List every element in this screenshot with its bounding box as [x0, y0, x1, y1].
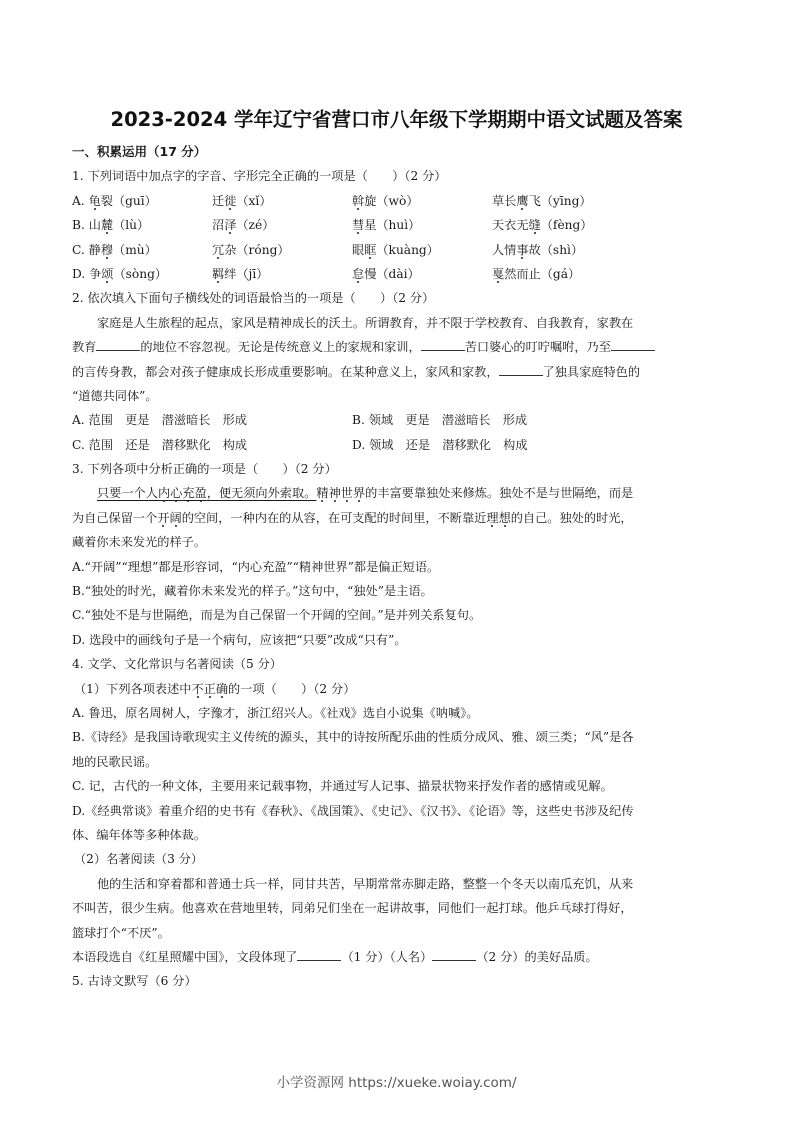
fill-blank [432, 948, 476, 961]
q1-options [72, 189, 722, 287]
q1-option-row [72, 213, 722, 237]
fill-blank [421, 338, 465, 351]
word-item: 眼眶（kuàng） [352, 242, 439, 257]
option-d: D.《经典常谈》着重介绍的史书有《春秋》、《战国策》、《史记》、《汉书》、《论语》等，这些史书涉及纪传 [72, 803, 634, 818]
q4-sub1-stem: （1）下列各项表述中不正确的一项（ ）（2 分） [74, 681, 356, 696]
word-item: A. 龟裂（guī） [72, 193, 157, 208]
word-item: 羁绊（jī） [212, 266, 269, 281]
q4-sub2-passage-line: 不叫苦，很少生病。他喜欢在营地里转，同弟兄们坐在一起讲故事，同他们一起打球。他乒乓球打得好， [72, 901, 633, 916]
q4-sub2-passage-line: 篮球打个“不厌”。 [72, 925, 170, 940]
q4-sub2-passage-line: 他的生活和穿着都和普通士兵一样，同甘共苦，早期常常赤脚走路，整整一个冬天以南瓜充饥，从来 [97, 876, 634, 891]
option-a: A. 鲁迅，原名周树人，字豫才，浙江绍兴人。《社戏》选自小说集《呐喊》。 [72, 705, 479, 720]
option-d: D. 领域 还是 潜移默化 构成 [352, 437, 528, 452]
word-item: C. 静穆（mù） [72, 242, 157, 257]
dotted-text: 理想 [486, 510, 511, 525]
exam-content [72, 140, 722, 994]
word-item: 冗杂（róng） [212, 242, 290, 257]
q5-stem: 5. 古诗文默写（6 分） [72, 974, 197, 989]
q2-options-row [72, 408, 722, 432]
q1-option-row [72, 189, 722, 213]
underlined-sentence: 只要一个人内心充盈，便无须向外索取。 [97, 486, 317, 501]
footer-watermark: 小学资源网 https://xueke.woiay.com/ [276, 1075, 517, 1091]
q3-passage-line: 藏着你未来发光的样子。 [72, 535, 207, 550]
q4-sub2-question: 本语段选自《红星照耀中国》，文段体现了 （1 分）（人名） （2 分）的美好品质。 [72, 949, 598, 964]
word-item: 天衣无缝（fèng） [492, 218, 593, 233]
dotted-text: 精神世界 [316, 486, 366, 501]
q1-option-row [72, 262, 722, 286]
q2-passage-line: “道德共同体”。 [72, 388, 158, 403]
option-d-cont: 体、编年体等多种体裁。 [72, 827, 207, 842]
dotted-text: 开阔 [157, 510, 182, 525]
word-item: 沼泽（zé） [212, 218, 275, 233]
option-b: B.《诗经》是我国诗歌现实主义传统的源头，其中的诗按所配乐曲的性质分成风、雅、颂三类；“风”是各 [72, 730, 634, 745]
dotted-text: 不正确 [191, 681, 229, 696]
option-b: B. 领域 更是 潜滋暗长 形成 [352, 413, 528, 428]
dotted-text: 内心充盈 [157, 486, 207, 501]
word-item: D. 争颂（sòng） [72, 266, 168, 281]
word-item: 人情事故（shì） [492, 242, 584, 257]
option-b: B.“独处的时光，藏着你未来发光的样子。”这句中，“独处”是主语。 [72, 584, 433, 599]
option-c: C. 范围 还是 潜移默化 构成 [72, 437, 248, 452]
page-title: 2023-2024 学年辽宁省营口市八年级下学期期中语文试题及答案 [110, 108, 683, 131]
word-item: 斡旋（wò） [352, 193, 419, 208]
q3-passage-line: 只要一个人内心充盈，便无须向外索取。精神世界的丰富要靠独处来修炼。独处不是与世隔绝，而是 [97, 486, 634, 501]
q2-passage-line: 教育 的地位不容忽视。无论是传统意义上的家规和家训， 苦口婆心的叮咛嘱咐，乃至 [72, 335, 722, 359]
section-heading: 一、积累运用（17 分） [72, 144, 207, 159]
q2-passage-line: 家庭是人生旅程的起点，家风是精神成长的沃土。所谓教育，并不限于学校教育、自我教育，家教在 [97, 315, 634, 330]
q4-sub2-stem: （2）名著阅读（3 分） [74, 852, 204, 867]
q2-options-row [72, 433, 722, 457]
option-c: C. 记，古代的一种文体，主要用来记载事物，并通过写人记事、描景状物来抒发作者的感情或见解。 [72, 779, 613, 794]
q1-stem: 1. 下列词语中加点字的字音、字形完全正确的一项是（ ）（2 分） [72, 169, 447, 184]
q4-stem: 4. 文学、文化常识与名著阅读（5 分） [72, 657, 282, 672]
fill-blank [499, 363, 543, 376]
option-b-cont: 地的民歌民谣。 [72, 754, 158, 769]
q1-option-row [72, 238, 722, 262]
option-a: A.“开阔”“理想”都是形容词，“内心充盈”“精神世界”都是偏正短语。 [72, 559, 440, 574]
option-d: D. 选段中的画线句子是一个病句，应该把“只要”改成“只有”。 [72, 632, 407, 647]
q3-passage-line: 为自己保留一个开阔的空间，一种内在的从容，在可支配的时间里，不断靠近理想的自己。独处的时光， [72, 510, 633, 525]
word-item: 怠慢（dài） [352, 266, 420, 281]
fill-blank [297, 948, 341, 961]
word-item: B. 山麓（lù） [72, 218, 150, 233]
fill-blank [611, 338, 655, 351]
q3-stem: 3. 下列各项中分析正确的一项是（ ）（2 分） [72, 462, 337, 477]
word-item: 迁徙（xǐ） [212, 193, 272, 208]
option-a: A. 范围 更是 潜滋暗长 形成 [72, 413, 247, 428]
word-item: 草长鹰飞（yīng） [492, 193, 592, 208]
option-c: C.“独处不是与世隔绝，而是为自己保留一个开阔的空间。”是并列关系复句。 [72, 608, 482, 623]
word-item: 彗星（huì） [352, 218, 421, 233]
fill-blank [96, 338, 140, 351]
q2-passage-line: 的言传身教，都会对孩子健康成长形成重要影响。在某种意义上，家风和家教， 了独具家庭特色的 [72, 364, 641, 379]
q2-stem: 2. 依次填入下面句子横线处的词语最恰当的一项是（ ）（2 分） [72, 291, 435, 306]
word-item: 戛然而止（gá） [492, 266, 581, 281]
